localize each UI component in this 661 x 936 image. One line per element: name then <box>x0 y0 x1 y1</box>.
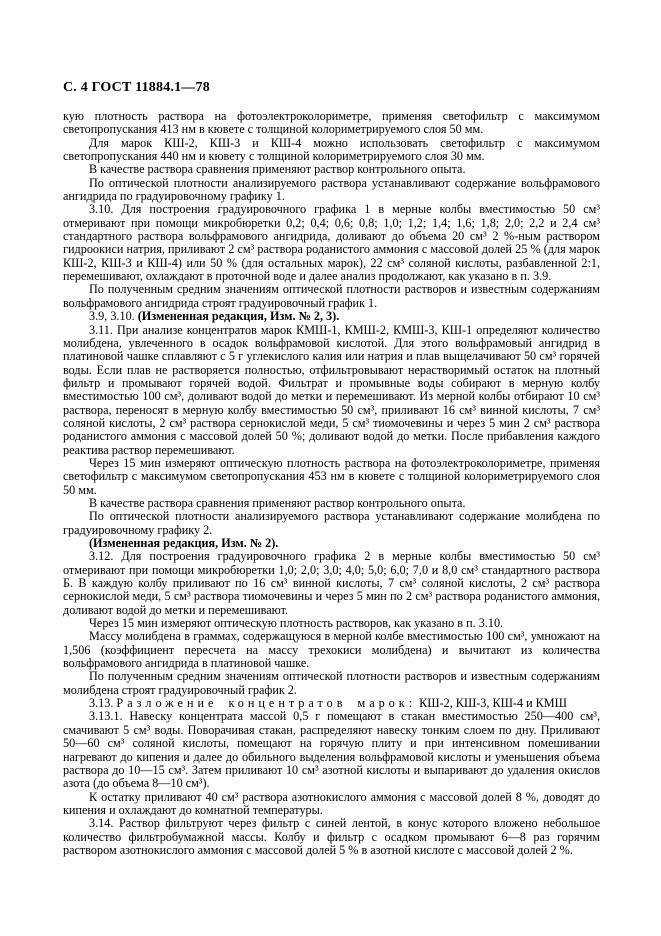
amendment-clause-numbers: 3.9, 3.10. <box>89 309 138 324</box>
para-ammonium-nitrate: К остатку приливают 40 см³ раствора азотнокислого аммония с массовой долей 8 %, доводят до кипения и охлаждают до комнатной температуры. <box>63 789 600 817</box>
para-continuation-optical-density: кую плотность раствора на фотоэлектроколориметре, применяя светофильтр с максимумом светопропускания 413 нм в кювете с толщиной колориметрируемого слоя 50 мм. <box>63 109 600 137</box>
para-3-10: 3.10. Для построения градуировочного графика 1 в мерные колбы вместимостью 50 см³ отмеривают при помощи микробюретки 0,2; 0,4; 0,6; 0,8; 1,0; 1,2; 1,4; 1,6; 1,8; 2,0; 2,2 и 2,4 см³ стандартного раствора вольфрамового ангидрида, доливают до объема 20 см³ 2 %-ным раствором гидроокиси натрия, приливают 2 см³ раствора роданистого аммония с массовой долей 25 % (для марок КШ-2, КШ-3 и КШ-4) или 50 % (для остальных марок), 22 см³ соляной кислоты, разбавленной 2:1, перемешивают, охлаждают в проточной воде и далее анализ продолжают, как указано в п. 3.9. <box>63 202 600 284</box>
para-filter-440nm: Для марок КШ-2, КШ-3 и КШ-4 можно использовать светофильтр с максимумом светопропускания 440 нм и кювету с толщиной колориметрируемого слоя 30 мм. <box>63 135 600 164</box>
para-graph-1-plot: По полученным средним значениям оптической плотности растворов и известным содержаниям вольфрамового ангидрида строят градуировочный график 1. <box>63 282 600 310</box>
para-3-13-heading <box>63 697 600 710</box>
para-reference-solution-1: В качестве раствора сравнения применяют раствор контрольного опыта. <box>89 162 466 177</box>
para-3-14: 3.14. Раствор фильтруют через фильтр с синей лентой, в конус которого вложено небольшое количество фильтробумажной массы. Колбу и фильтр с осадком промывают 6—8 раз горячим раствором азотнокислого аммония с массовой долей 5 % в азотной кислоте с массовой долей 2 %. <box>63 816 600 857</box>
para-molybdenum-mass: Массу молибдена в граммах, содержащуюся в мерной колбе вместимостью 100 см³, умножают на 1,506 (коэффициент пересчета на массу трехокиси молибдена) и вычитают из количества вольфрамового ангидрида в платиновой чашке. <box>63 629 600 671</box>
amendment-bold-text: (Измененная редакция, Изм. № 2, 3). <box>137 309 340 324</box>
heading-clause-number: 3.13. <box>89 696 117 711</box>
para-graph-1-reference: По оптической плотности анализируемого раствора устанавливают содержание вольфрамового ангидрида по градуировочному графику 1. <box>63 175 600 204</box>
para-graph-2-plot: По полученным средним значениям оптической плотности растворов и известным содержаниям молибдена строят градуировочный график 2. <box>63 669 600 697</box>
para-3-13-1: 3.13.1. Навеску концентрата массой 0,5 г помещают в стакан вместимостью 250—400 см³, смачивают 5 см³ воды. Поворачивая стакан, распределяют навеску тонким слоем по дну. Приливают 50—60 см³ соляной кислоты, помещают на горячую плиту и при интенсивном помешивании нагревают до кипения и далее до обильного выделения вольфрамовой кислоты и уменьшения объема раствора до 10—15 см³. Затем приливают 10 см³ азотной кислоты и выпаривают до удаления окислов азота (до объема 8—10 см³). <box>63 709 600 791</box>
para-3-11: 3.11. При анализе концентратов марок КМШ-1, КМШ-2, КМШ-3, КШ-1 определяют количество молибдена, увлеченного в осадок вольфрамовой кислотой. Для этого вольфрамовый ангидрид в платиновой чашке сплавляют с 5 г углекислого калия или натрия и плав выщелачивают 50 см³ горячей воды. Если плав не растворяется полностью, отфильтровывают нерастворимый остаток на плотный фильтр и промывают горячей водой. Фильтрат и промывные воды собирают в мерную колбу вместимостью 100 см³, доливают водой до метки и перемешивают. Из мерной колбы отбирают 10 см³ раствора, переносят в мерную колбу вместимостью 50 см³, приливают 16 см³ винной кислоты, 7 см³ соляной кислоты, 2 см³ раствора сернокислой меди, 5 см³ тиомочевины и через 5 мин 2 см³ раствора роданистого аммония с массовой долей 50 %; доливают водой до метки. После прибавления каждого реактива раствор перемешивают. <box>63 322 600 457</box>
para-graph-2-reference: По оптической плотности анализируемого раствора устанавливают содержание молибдена по градуировочному графику 2. <box>63 509 600 537</box>
para-filter-453nm: Через 15 мин измеряют оптическую плотность раствора на фотоэлектроколориметре, применяя светофильтр с максимумом светопропускания 453 нм в кювете с толщиной колориметрируемого слоя 50 мм. <box>63 455 600 497</box>
heading-grades-list: КШ-2, КШ-3, КШ-4 и КМШ <box>416 696 567 711</box>
para-3-12: 3.12. Для построения градуировочного графика 2 в мерные колбы вместимостью 50 см³ отмеривают при помощи микробюретки 1,0; 2,0; 3,0; 4,0; 5,0; 6,0; 7,0 и 8,0 см³ стандартного раствора Б. В каждую колбу приливают по 16 см³ винной кислоты, 7 см³ соляной кислоты, 2 см³ раствора сернокислой меди, 5 см³ раствора тиомочевины и через 5 мин по 2 см³ раствора роданистого аммония, доливают водой до метки и перемешивают. <box>63 549 600 617</box>
heading-spaced-text: Разложение концентратов марок: <box>116 696 417 711</box>
para-measure-15min: Через 15 мин измеряют оптическую плотность растворов, как указано в п. 3.10. <box>89 616 504 631</box>
document-body <box>63 110 600 857</box>
para-amendment-note-1 <box>63 310 600 323</box>
para-amendment-note-2: (Измененная редакция, Изм. № 2). <box>89 536 279 550</box>
para-reference-solution-2: В качестве раствора сравнения применяют раствор контрольного опыта. <box>89 495 466 510</box>
page-header-label: С. 4 ГОСТ 11884.1—78 <box>63 80 210 95</box>
